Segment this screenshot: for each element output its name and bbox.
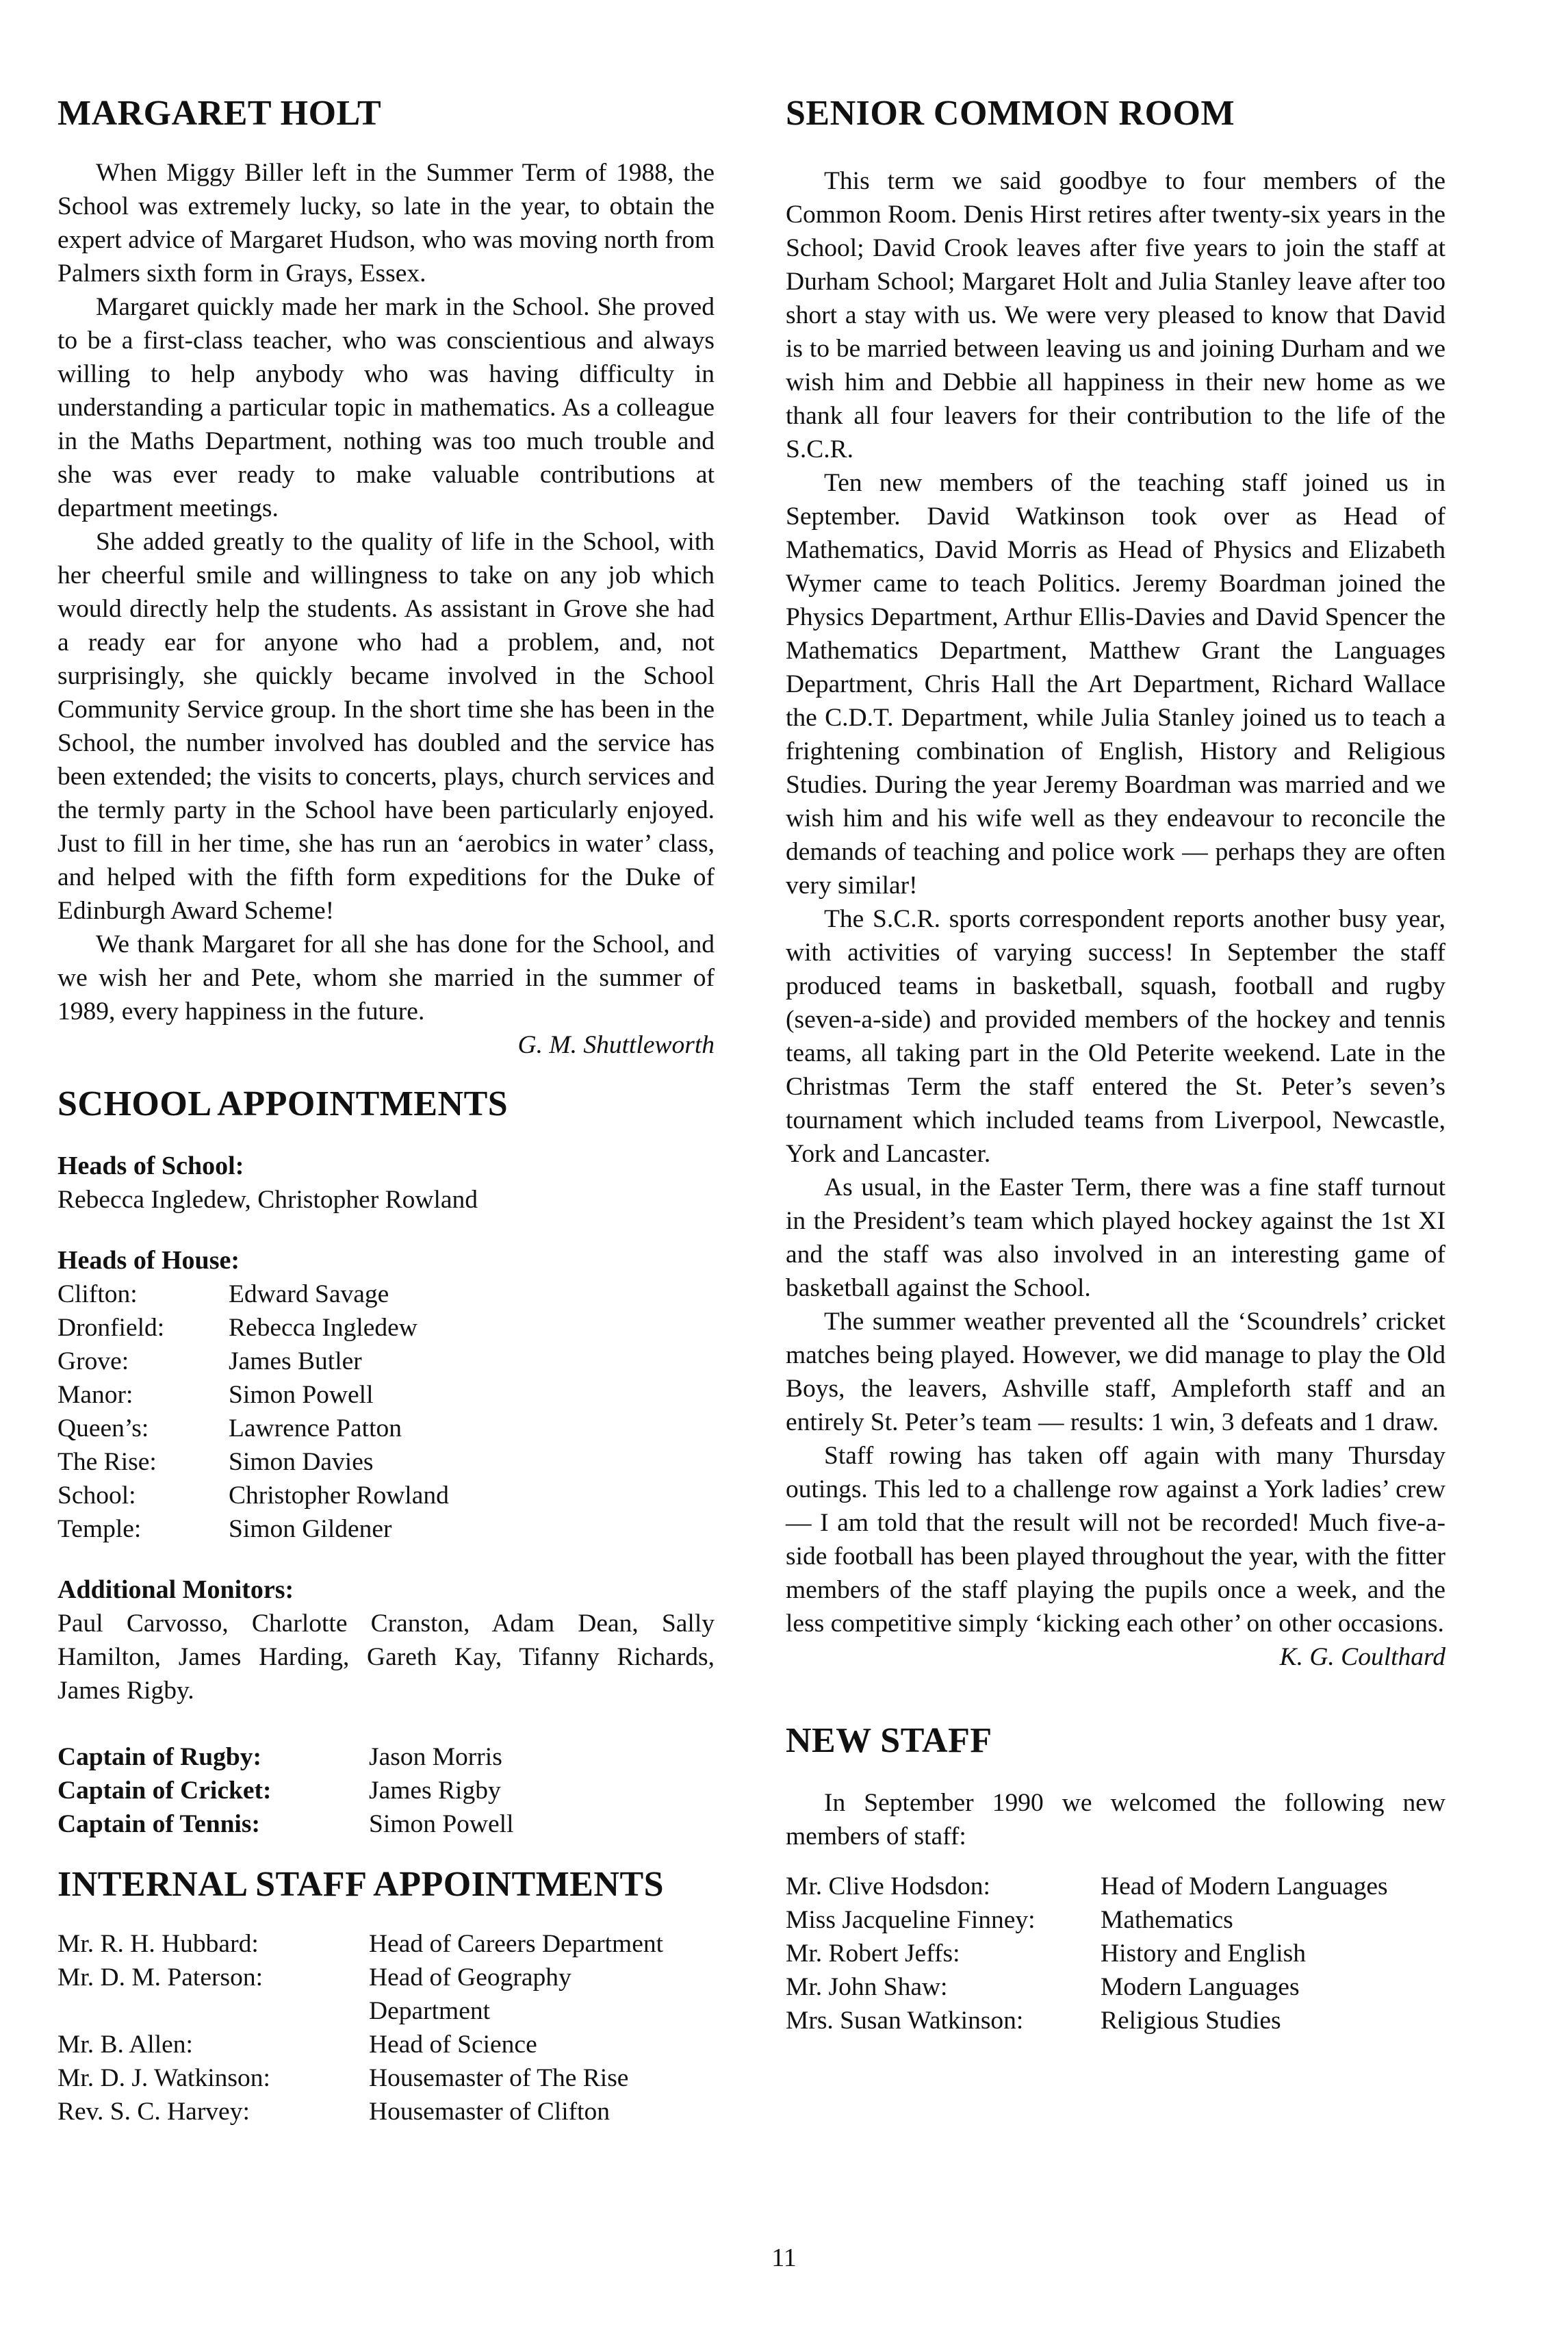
- list-item: [786, 1970, 1445, 2004]
- captain-role: Captain of Rugby:: [57, 1743, 261, 1771]
- list-item: [57, 1961, 715, 2028]
- new-staff-name: Mr. Clive Hodsdon:: [786, 1872, 990, 1900]
- list-item: [786, 2004, 1445, 2037]
- house-name: Manor:: [57, 1381, 133, 1409]
- school-appointments-heading: SCHOOL APPOINTMENTS: [57, 1084, 509, 1123]
- right-column: [786, 96, 1445, 2037]
- staff-post: Housemaster of Clifton: [369, 2098, 611, 2126]
- house-head: Simon Davies: [229, 1448, 374, 1476]
- scr-paragraph: As usual, in the Easter Term, there was a fine staff turnout in the President’s team which played hockey against the 1st XI and the staff was also involved in an interesting game of basketball against the School.: [786, 1173, 1445, 1302]
- list-item: [57, 1927, 715, 1961]
- new-staff-heading: NEW STAFF: [786, 1721, 992, 1760]
- staff-name: Mr. R. H. Hubbard:: [57, 1930, 259, 1958]
- captain-name: Simon Powell: [369, 1810, 514, 1838]
- house-head: Simon Gildener: [229, 1515, 392, 1543]
- staff-name: Mr. D. J. Watkinson:: [57, 2064, 270, 2092]
- margaret-holt-heading: MARGARET HOLT: [57, 94, 382, 133]
- list-item: [57, 2028, 715, 2061]
- new-staff-name: Mrs. Susan Watkinson:: [786, 2007, 1024, 2035]
- list-item: [57, 1479, 715, 1512]
- heads-of-house-list: [57, 1277, 715, 1546]
- list-item: [57, 1740, 715, 1774]
- staff-name: Mr. B. Allen:: [57, 2031, 193, 2059]
- new-staff-intro: In September 1990 we welcomed the following new members of staff:: [786, 1789, 1445, 1851]
- list-item: [57, 1311, 715, 1345]
- additional-monitors-names: Paul Carvosso, Charlotte Cranston, Adam Dean, Sally Hamilton, James Harding, Gareth Kay, Tifanny Richards, James Rigby.: [57, 1610, 715, 1705]
- new-staff-subject: Head of Modern Languages: [1101, 1872, 1388, 1900]
- scr-paragraph: The S.C.R. sports correspondent reports another busy year, with activities of varying success! In September the staff produced teams in basketball, squash, football and rugby (seven-a-side) and provided members of the hockey and tennis teams, all taking part in the Old Peterite weekend. Late in the Christmas Term the staff entered the St. Peter’s seven’s tournament which included teams from Liverpool, Newcastle, York and Lancaster.: [786, 905, 1445, 1168]
- captain-role: Captain of Cricket:: [57, 1777, 272, 1805]
- scr-paragraph: This term we said goodbye to four members of the Common Room. Denis Hirst retires after twenty-six years in the School; David Crook leaves after five years to join the staff at Durham School; Margaret Holt and Julia Stanley leave after too short a stay with us. We were very pleased to know that David is to be married between leaving us and joining Durham and we wish him and Debbie all happiness in their new home as we thank all four leavers for their contribution to the life of the S.C.R.: [786, 167, 1445, 463]
- house-head: James Butler: [229, 1347, 362, 1375]
- margaret-holt-paragraph: We thank Margaret for all she has done for the School, and we wish her and Pete, whom she married in the summer of 1989, every happiness in the future.: [57, 930, 715, 1026]
- internal-staff-list: [57, 1927, 715, 2128]
- house-head: Lawrence Patton: [229, 1414, 402, 1442]
- house-name: Grove:: [57, 1347, 129, 1375]
- new-staff-name: Miss Jacqueline Finney:: [786, 1906, 1036, 1934]
- additional-monitors-label: Additional Monitors:: [57, 1575, 294, 1604]
- list-item: [57, 1445, 715, 1479]
- list-item: [786, 1870, 1445, 1903]
- house-name: School:: [57, 1481, 136, 1510]
- margaret-holt-paragraph: When Miggy Biller left in the Summer Term of 1988, the School was extremely lucky, so late in the year, to obtain the expert advice of Margaret Hudson, who was moving north from Palmers sixth form in Grays, Essex.: [57, 159, 715, 288]
- captain-role: Captain of Tennis:: [57, 1810, 260, 1838]
- internal-staff-heading: INTERNAL STAFF APPOINTMENTS: [57, 1865, 665, 1904]
- list-item: [786, 1937, 1445, 1970]
- heads-of-house-label: Heads of House:: [57, 1246, 240, 1275]
- margaret-holt-signature: G. M. Shuttleworth: [517, 1031, 715, 1059]
- new-staff-name: Mr. John Shaw:: [786, 1973, 948, 2001]
- scr-signature: K. G. Coulthard: [1279, 1643, 1445, 1671]
- senior-common-room-heading: SENIOR COMMON ROOM: [786, 94, 1235, 133]
- house-head: Rebecca Ingledew: [229, 1314, 417, 1342]
- new-staff-subject: Mathematics: [1101, 1906, 1233, 1934]
- list-item: [57, 1345, 715, 1378]
- margaret-holt-paragraph: She added greatly to the quality of life in the School, with her cheerful smile and willingness to take on any job which would directly help the students. As assistant in Grove she had a ready ear for anyone who had a problem, and, not surprisingly, she quickly became involved in the School Community Service group. In the short time she has been in the School, the number involved has doubled and the service has been extended; the visits to concerts, plays, church services and the termly party in the School have been particularly enjoyed. Just to fill in her time, she has run an ‘aerobics in water’ class, and helped with the fifth form expeditions for the Duke of Edinburgh Award Scheme!: [57, 528, 715, 925]
- captains-list: [57, 1740, 715, 1841]
- margaret-holt-paragraph: Margaret quickly made her mark in the School. She proved to be a first-class teacher, who was conscientious and always willing to help anybody who was having difficulty in understanding a particular topic in mathematics. As a colleague in the Maths Department, nothing was too much trouble and she was ever ready to make valuable contributions at department meetings.: [57, 293, 715, 522]
- list-item: [57, 1512, 715, 1546]
- staff-post: Housemaster of The Rise: [369, 2064, 629, 2092]
- heads-of-school-label: Heads of School:: [57, 1152, 244, 1180]
- list-item: [57, 1378, 715, 1412]
- house-name: The Rise:: [57, 1448, 157, 1476]
- page-number: 11: [771, 2243, 797, 2272]
- house-name: Dronfield:: [57, 1314, 165, 1342]
- scr-paragraph: The summer weather prevented all the ‘Scoundrels’ cricket matches being played. However, we did manage to play the Old Boys, the leavers, Ashville staff, Ampleforth staff and an entirely St. Peter’s team — results: 1 win, 3 defeats and 1 draw.: [786, 1308, 1445, 1436]
- list-item: [57, 2095, 715, 2128]
- house-name: Clifton:: [57, 1280, 138, 1308]
- list-item: [57, 1277, 715, 1311]
- new-staff-list: [786, 1870, 1445, 2037]
- list-item: [57, 1412, 715, 1445]
- list-item: [57, 2061, 715, 2095]
- house-head: Simon Powell: [229, 1381, 374, 1409]
- new-staff-subject: History and English: [1101, 1940, 1306, 1968]
- new-staff-name: Mr. Robert Jeffs:: [786, 1940, 960, 1968]
- staff-post: Head of Careers Department: [369, 1930, 664, 1958]
- list-item: [786, 1903, 1445, 1937]
- left-column: [57, 96, 715, 2128]
- list-item: [57, 1774, 715, 1807]
- scr-paragraph: Staff rowing has taken off again with many Thursday outings. This led to a challenge row against a York ladies’ crew — I am told that the result will not be recorded! Much five-a-side football has been played throughout the year, with the fitter members of the staff playing the pupils once a week, and the less competitive simply ‘kicking each other’ on other occasions.: [786, 1442, 1445, 1638]
- captain-name: Jason Morris: [369, 1743, 502, 1771]
- house-name: Queen’s:: [57, 1414, 149, 1442]
- scr-paragraph: Ten new members of the teaching staff joined us in September. David Watkinson took over as Head of Mathematics, David Morris as Head of Physics and Elizabeth Wymer came to teach Politics. Jeremy Boardman joined the Physics Department, Arthur Ellis-Davies and David Spencer the Mathematics Department, Matthew Grant the Languages Department, Chris Hall the Art Department, Richard Wallace the C.D.T. Department, while Julia Stanley joined us to teach a frightening combination of English, History and Religious Studies. During the year Jeremy Boardman was married and we wish him and his wife well as they endeavour to reconcile the demands of teaching and police work — perhaps they are often very similar!: [786, 469, 1445, 900]
- captain-name: James Rigby: [369, 1777, 501, 1805]
- heads-of-school-names: Rebecca Ingledew, Christopher Rowland: [57, 1186, 478, 1214]
- staff-name: Rev. S. C. Harvey:: [57, 2098, 250, 2126]
- house-name: Temple:: [57, 1515, 142, 1543]
- new-staff-subject: Religious Studies: [1101, 2007, 1281, 2035]
- new-staff-subject: Modern Languages: [1101, 1973, 1300, 2001]
- staff-name: Mr. D. M. Paterson:: [57, 1963, 263, 1992]
- staff-post: Head of Geography Department: [369, 1963, 571, 2025]
- list-item: [57, 1807, 715, 1841]
- staff-post: Head of Science: [369, 2031, 537, 2059]
- house-head: Christopher Rowland: [229, 1481, 449, 1510]
- house-head: Edward Savage: [229, 1280, 389, 1308]
